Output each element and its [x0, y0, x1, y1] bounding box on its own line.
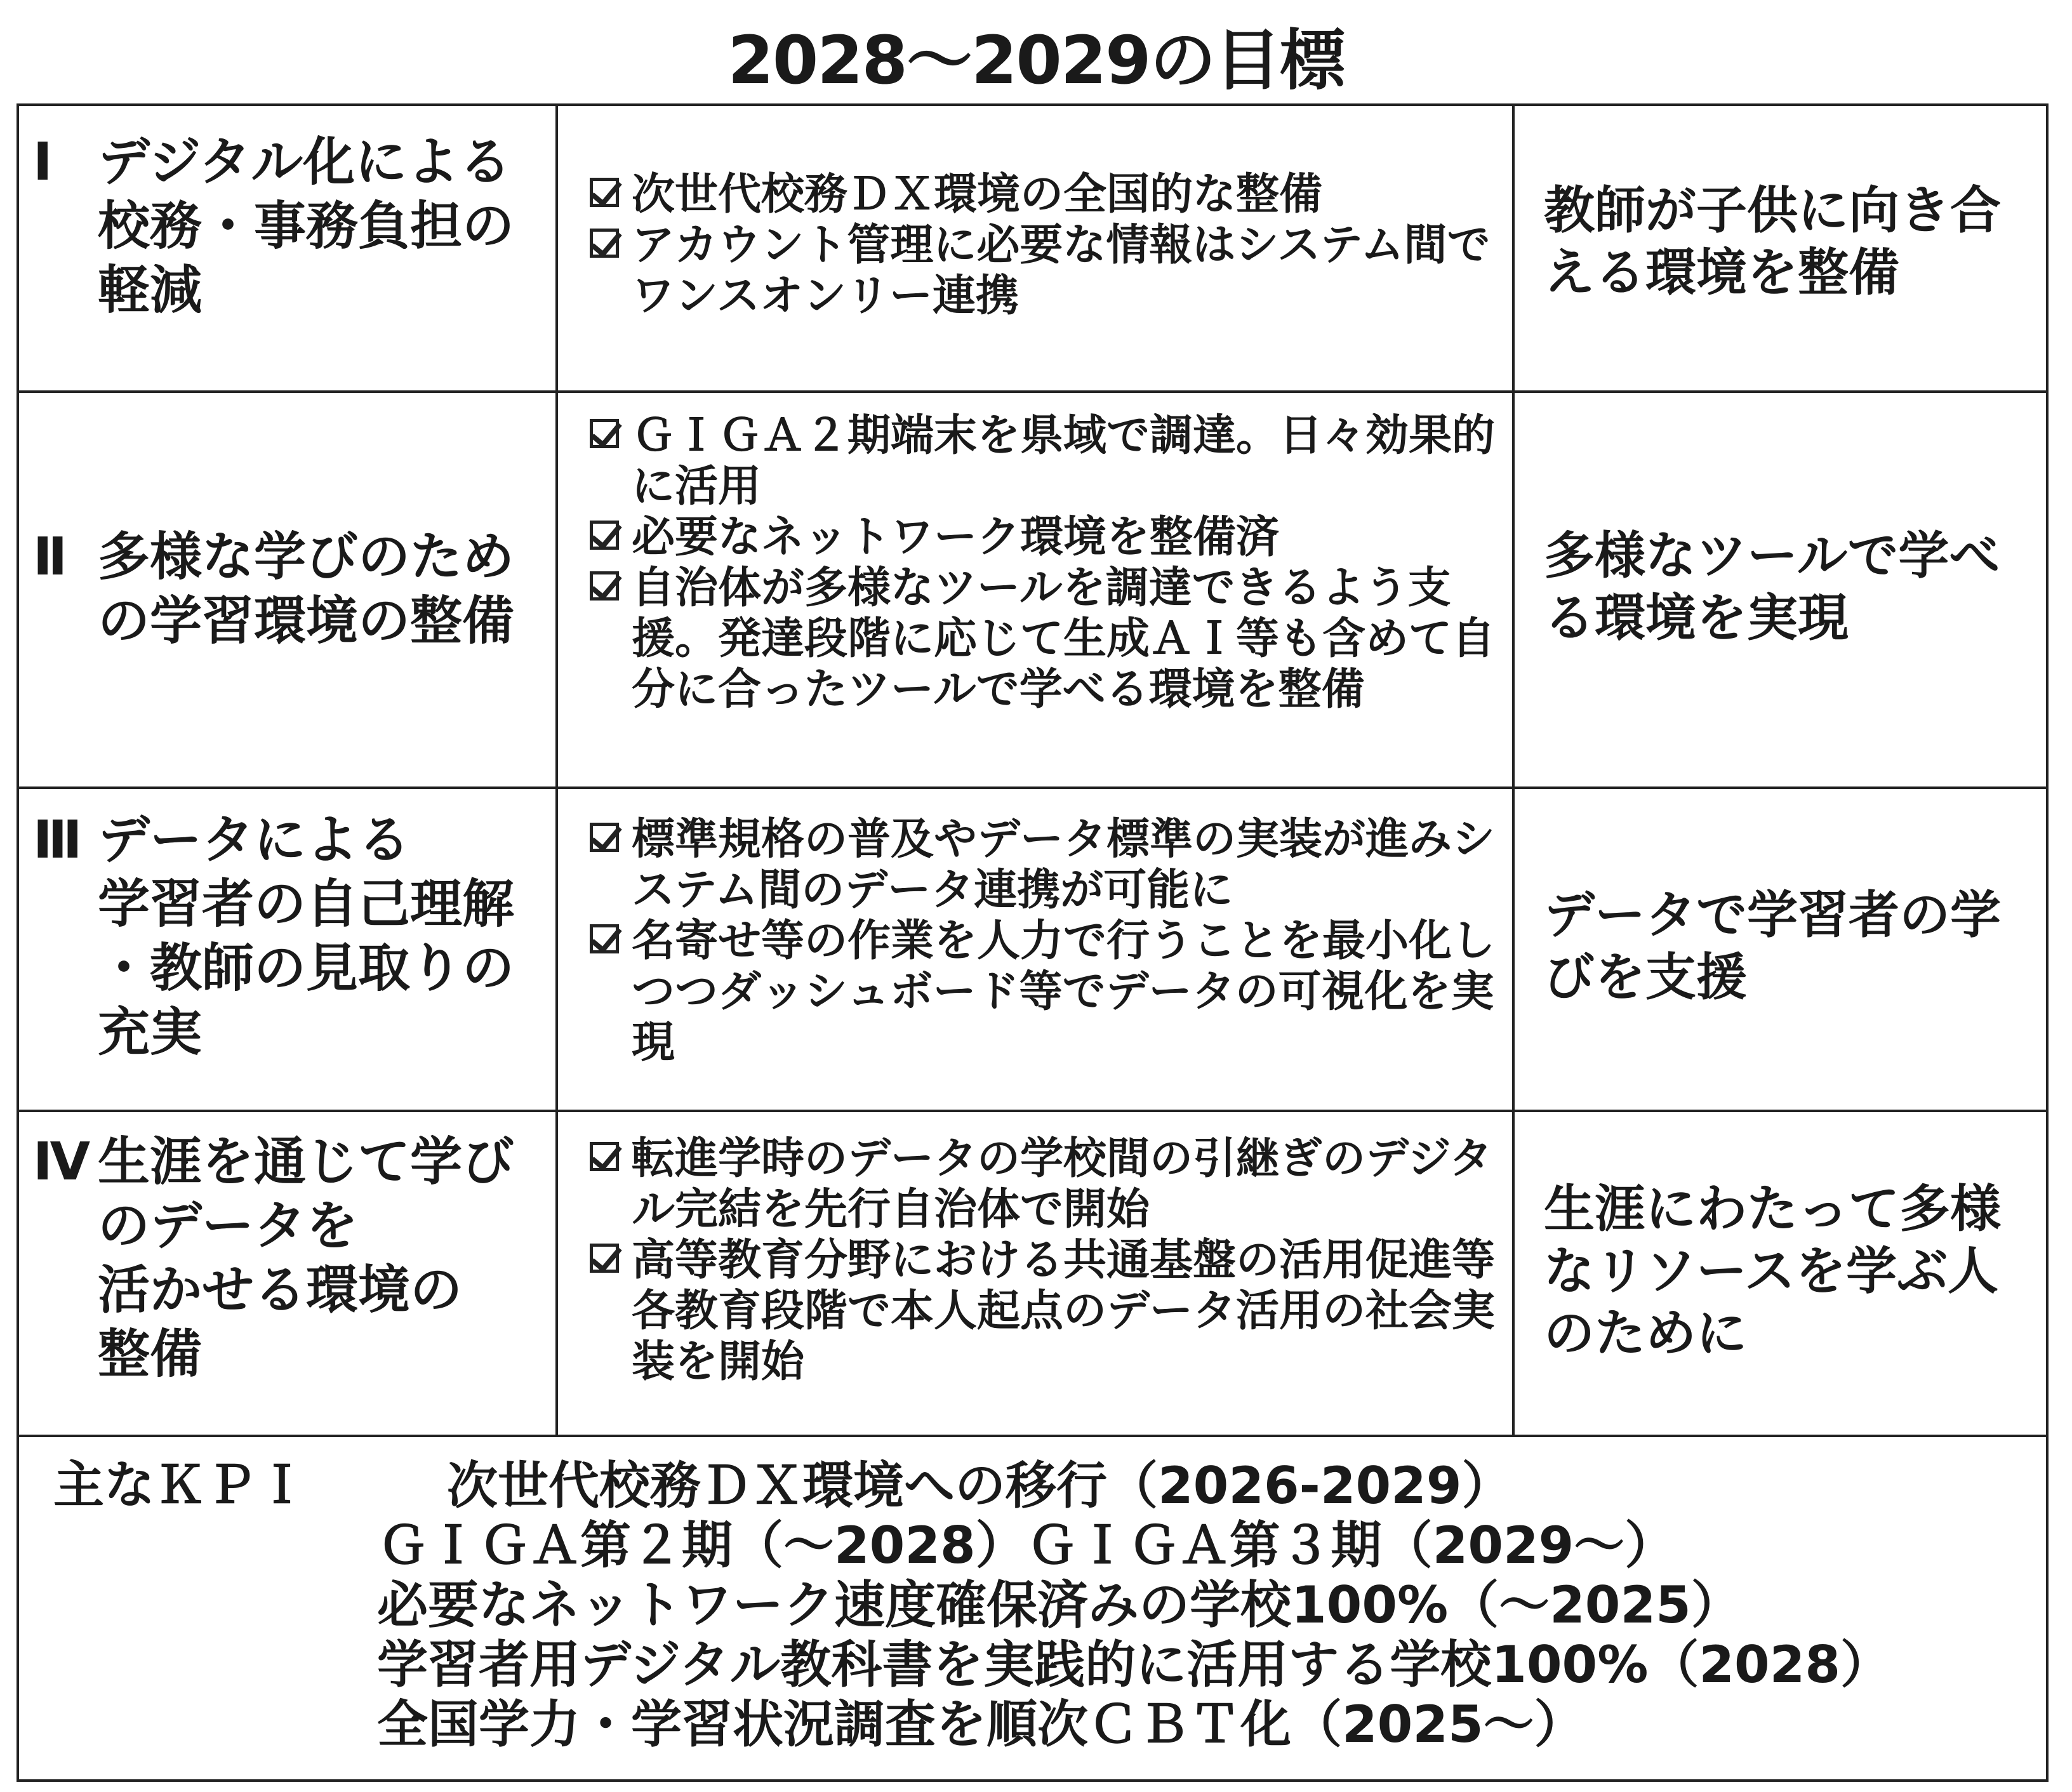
outcome-text: 多様なツールで学べる環境を実現	[1544, 526, 2000, 647]
outcome-cell-1	[1515, 103, 2049, 393]
list-item	[590, 169, 1497, 220]
list-item-text: 高等教育分野における共通基盤の活用促進等各教育段階で本人起点のデータ活用の社会実装を開始	[632, 1235, 1496, 1387]
list-item-text: 名寄せ等の作業を人力で行うことを最小化しつつダッシュボード等でデータの可視化を実現	[632, 916, 1496, 1068]
outcome-text: 教師が子供に向き合える環境を整備	[1544, 181, 2001, 302]
list-item-text: アカウント管理に必要な情報はシステム間でワンスオンリー連携	[632, 220, 1491, 321]
list-item	[590, 512, 1497, 563]
list-item-text: 転進学時のデータの学校間の引継ぎのデジタル完結を先行自治体で開始	[632, 1134, 1492, 1235]
goal-number: Ⅰ	[33, 132, 53, 192]
list-item	[590, 916, 1497, 1068]
goal-cell-2	[17, 393, 558, 789]
checkbox-checked-icon	[590, 419, 619, 448]
checkbox-checked-icon	[590, 1142, 619, 1171]
outcome-cell-2	[1515, 393, 2049, 789]
goals-table	[17, 103, 2049, 1437]
kpi-item: 必要なネットワーク速度確保済みの学校100%（〜2025）	[377, 1576, 1742, 1635]
list-item-text: 必要なネットワーク環境を整備済	[632, 512, 1280, 562]
checkbox-checked-icon	[590, 229, 619, 258]
goal-number: Ⅳ	[33, 1132, 91, 1192]
measures-cell-2	[558, 393, 1515, 789]
measures-cell-1	[558, 103, 1515, 393]
outcome-text: 生涯にわたって多様なリソースを学ぶ人のために	[1544, 1179, 2001, 1363]
checkbox-checked-icon	[590, 521, 619, 550]
outcome-cell-4	[1515, 1112, 2049, 1437]
list-item	[590, 220, 1497, 322]
kpi-section	[17, 1437, 2049, 1782]
goal-cell-1	[17, 103, 558, 393]
checkbox-checked-icon	[590, 571, 619, 601]
kpi-item: ＧＩＧＡ第２期（〜2028）ＧＩＧＡ第３期（2029〜）	[377, 1516, 1676, 1575]
checkbox-checked-icon	[590, 924, 619, 953]
kpi-item: 次世代校務ＤＸ環境への移行（2026-2029）	[447, 1456, 1513, 1515]
kpi-label: 主なＫＰＩ	[53, 1456, 307, 1515]
measures-list	[590, 1134, 1497, 1388]
list-item-text: 標準規格の普及やデータ標準の実装が進みシステム間のデータ連携が可能に	[632, 814, 1496, 915]
measures-list	[590, 814, 1497, 1068]
measures-cell-3	[558, 789, 1515, 1112]
list-item-text: 次世代校務ＤＸ環境の全国的な整備	[632, 169, 1323, 220]
kpi-list	[377, 1456, 2036, 1755]
goal-number: Ⅱ	[33, 527, 68, 587]
list-item-text: ＧＩＧＡ２期端末を県域で調達。日々効果的に活用	[632, 411, 1496, 512]
goal-number: Ⅲ	[33, 810, 83, 870]
goal-cell-4	[17, 1112, 558, 1437]
checkbox-checked-icon	[590, 1244, 619, 1273]
goal-text: デジタル化による 校務・事務負担の 軽減	[98, 132, 515, 321]
measures-cell-4	[558, 1112, 1515, 1437]
list-item	[590, 1235, 1497, 1388]
measures-list	[590, 169, 1497, 322]
checkbox-checked-icon	[590, 823, 619, 852]
measures-list	[590, 411, 1497, 715]
page-title: 2028〜2029の目標	[727, 22, 1345, 99]
goal-text: 多様な学びのため の学習環境の整備	[98, 527, 515, 651]
outcome-text: データで学習者の学びを支援	[1544, 886, 2001, 1007]
kpi-item: 全国学力・学習状況調査を順次ＣＢＴ化（2025〜）	[377, 1695, 1585, 1754]
list-item	[590, 814, 1497, 916]
list-item-text: 自治体が多様なツールを調達できるよう支援。発達段階に応じて生成ＡＩ等も含めて自分に合ったツールで学べる環境を整備	[632, 563, 1496, 715]
goal-text: データによる 学習者の自己理解 ・教師の見取りの 充実	[98, 810, 515, 1063]
goal-cell-3	[17, 789, 558, 1112]
kpi-item: 学習者用デジタル教科書を実践的に活用する学校100%（2028）	[377, 1635, 1892, 1694]
goal-text: 生涯を通じて学び のデータを 活かせる環境の 整備	[98, 1132, 515, 1384]
list-item	[590, 563, 1497, 715]
checkbox-checked-icon	[590, 178, 619, 207]
outcome-cell-3	[1515, 789, 2049, 1112]
list-item	[590, 411, 1497, 512]
list-item	[590, 1134, 1497, 1235]
